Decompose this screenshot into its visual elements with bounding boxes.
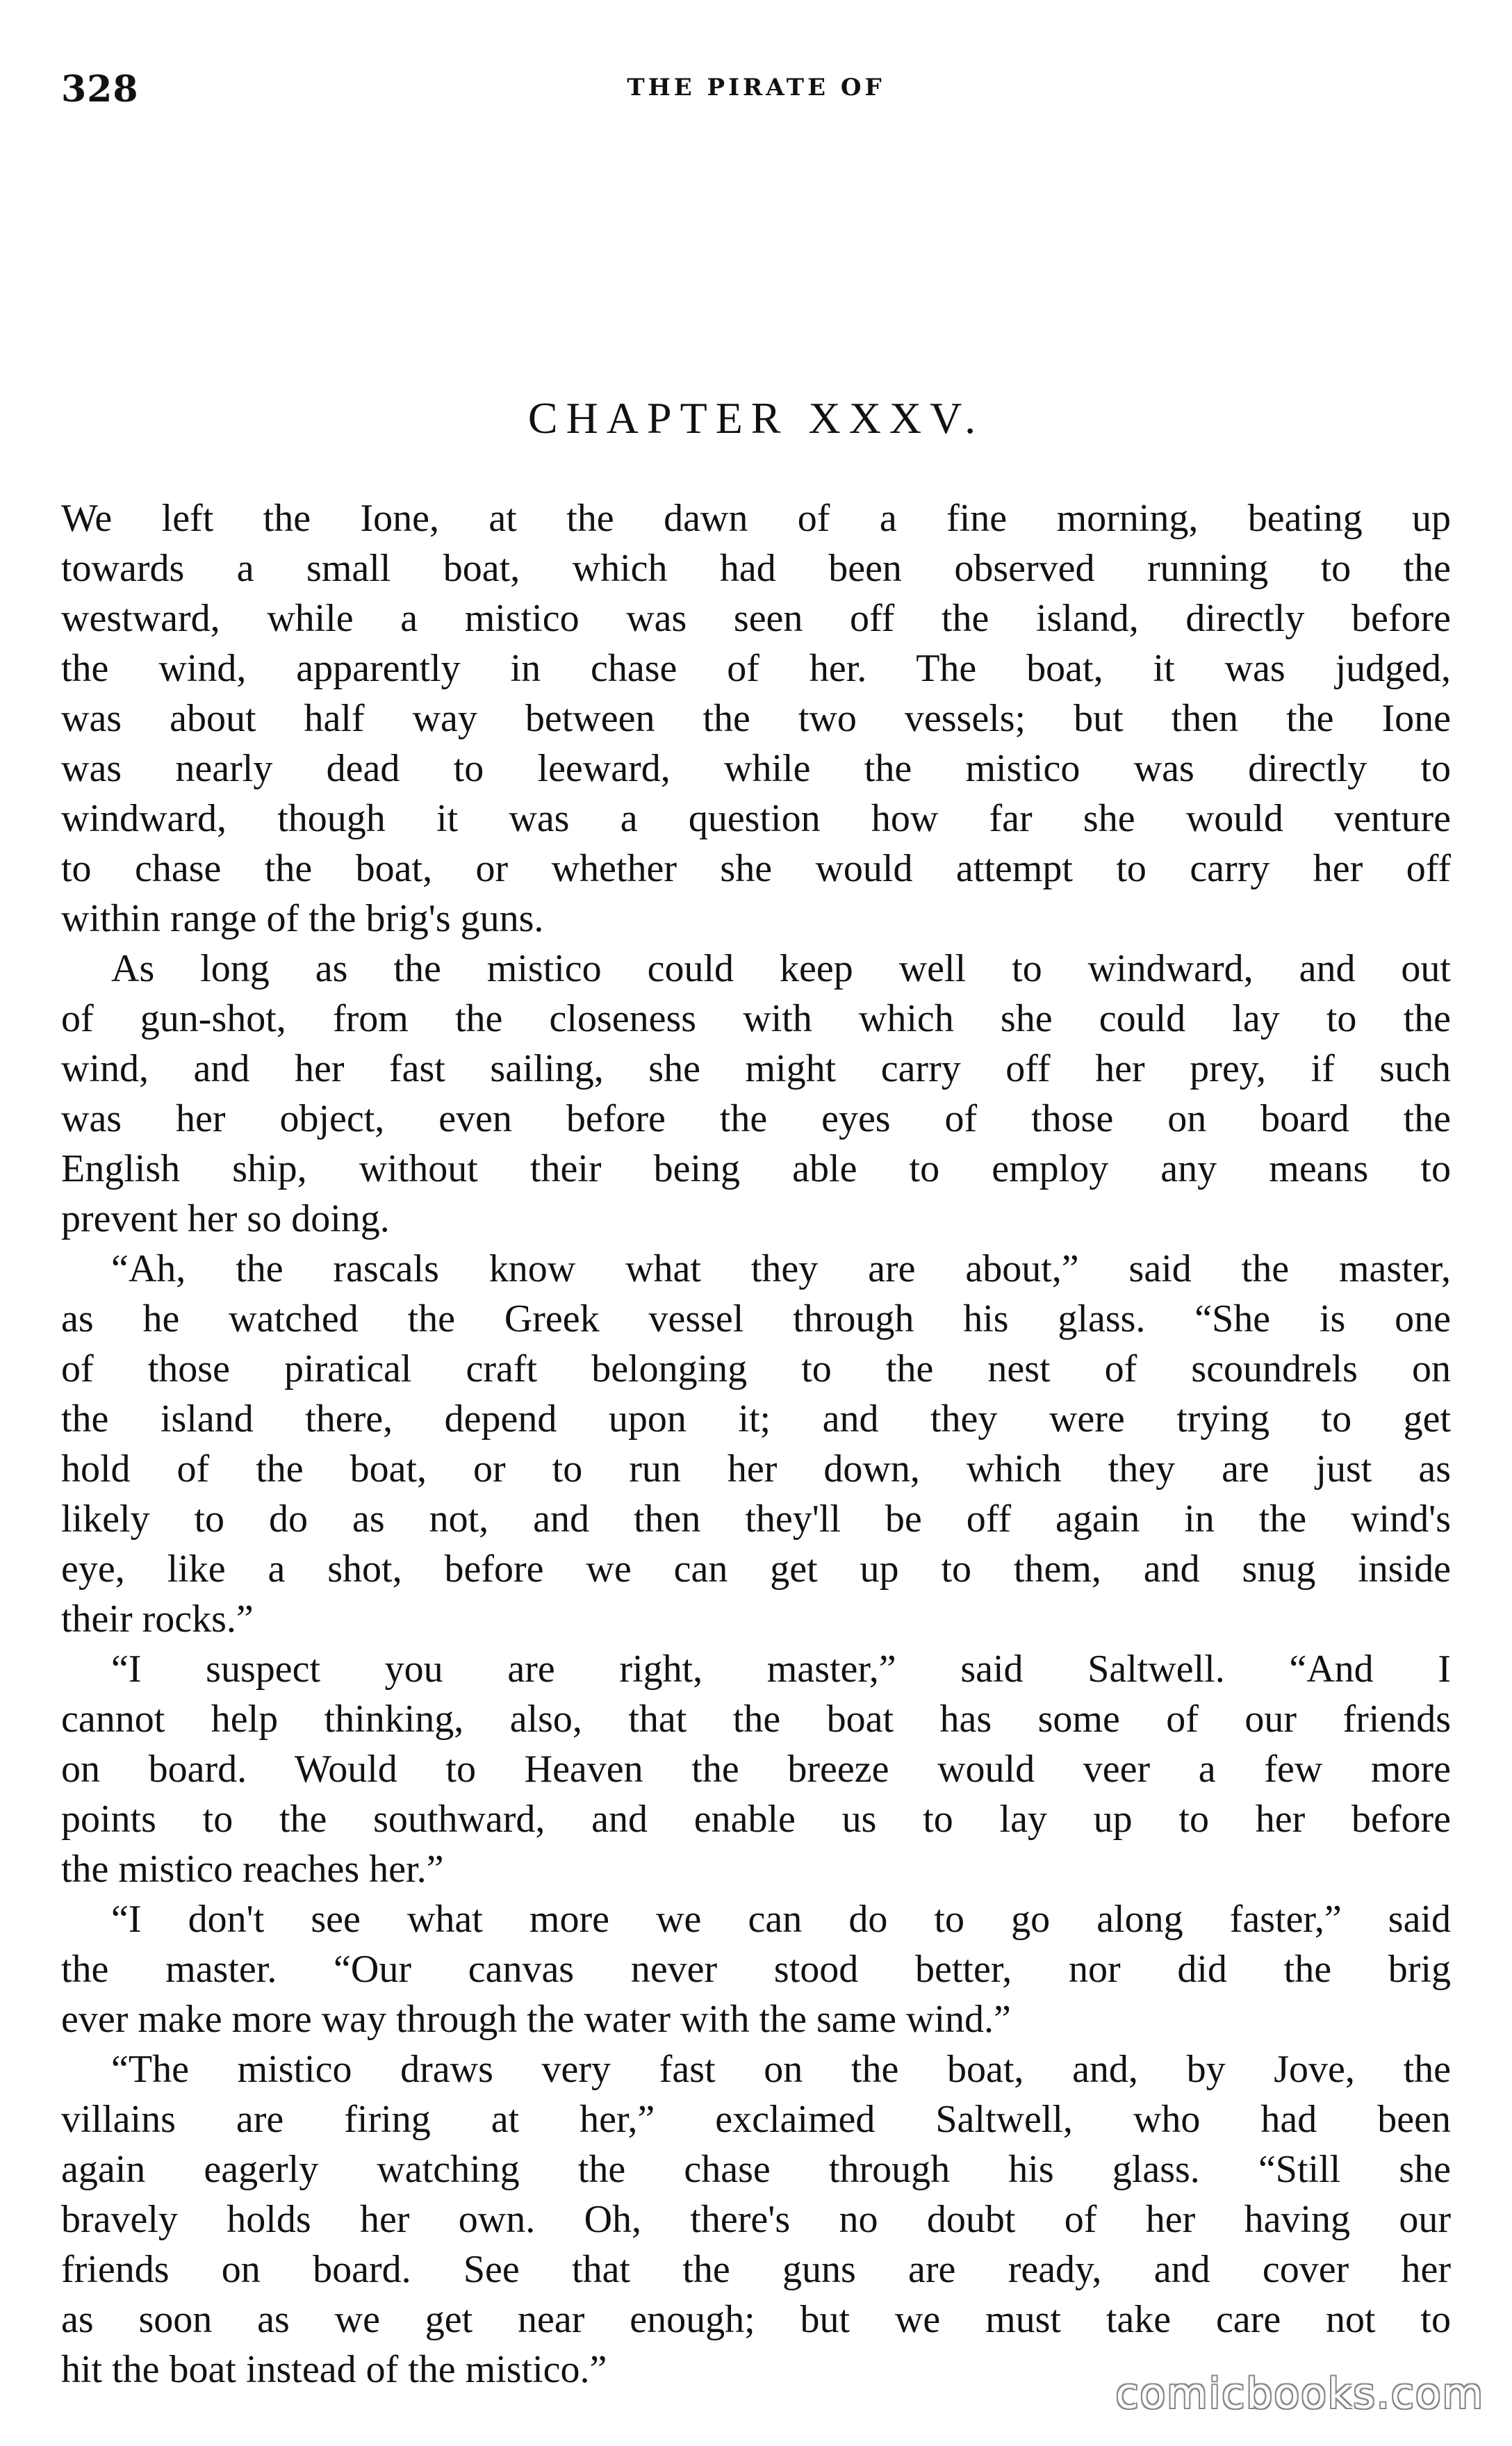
text-line: to chase the boat, or whether she would attempt to carry her off	[61, 847, 1451, 890]
text-line: bravely holds her own. Oh, there's no doubt of her having our	[61, 2198, 1451, 2241]
text-line: was her object, even before the eyes of those on board the	[61, 1097, 1451, 1140]
text-line: their rocks.”	[61, 1598, 254, 1641]
watermark: comicbooks.com	[1115, 2370, 1484, 2418]
page-number: 328	[61, 68, 139, 110]
text-line: prevent her so doing.	[61, 1197, 390, 1240]
text-line: wind, and her fast sailing, she might carry off her prey, if such	[61, 1047, 1451, 1090]
text-line: was about half way between the two vessels; but then the Ione	[61, 697, 1451, 740]
text-line: of gun-shot, from the closeness with which she could lay to the	[61, 997, 1451, 1040]
text-line: on board. Would to Heaven the breeze would veer a few more	[61, 1748, 1451, 1791]
text-line: We left the Ione, at the dawn of a fine morning, beating up	[61, 497, 1451, 540]
running-head	[61, 68, 1451, 110]
text-line: friends on board. See that the guns are ready, and cover her	[61, 2248, 1451, 2291]
text-line: again eagerly watching the chase through his glass. “Still she	[61, 2148, 1451, 2191]
text-line: within range of the brig's guns.	[61, 897, 544, 940]
text-line: “I don't see what more we can do to go along faster,” said	[111, 1898, 1451, 1941]
text-line: English ship, without their being able to employ any means to	[61, 1147, 1451, 1190]
text-line: eye, like a shot, before we can get up to them, and snug inside	[61, 1548, 1451, 1591]
chapter-heading: CHAPTER XXXV.	[527, 393, 985, 443]
chapter-body	[61, 493, 1451, 2395]
text-line: cannot help thinking, also, that the boat has some of our friends	[61, 1698, 1451, 1741]
text-line: the master. “Our canvas never stood better, nor did the brig	[61, 1948, 1451, 1991]
text-line: of those piratical craft belonging to the nest of scoundrels on	[61, 1347, 1451, 1390]
text-line: “The mistico draws very fast on the boat, and, by Jove, the	[111, 2048, 1451, 2091]
text-line: towards a small boat, which had been observed running to the	[61, 547, 1451, 590]
text-line: the wind, apparently in chase of her. The boat, it was judged,	[61, 647, 1451, 690]
text-line: hold of the boat, or to run her down, which they are just as	[61, 1447, 1451, 1491]
text-line: “I suspect you are right, master,” said Saltwell. “And I	[111, 1648, 1451, 1691]
text-line: villains are firing at her,” exclaimed Saltwell, who had been	[61, 2098, 1451, 2141]
text-line: hit the boat instead of the mistico.”	[61, 2348, 607, 2391]
text-line: westward, while a mistico was seen off the island, directly before	[61, 597, 1451, 640]
text-line: likely to do as not, and then they'll be off again in the wind's	[61, 1497, 1451, 1541]
text-line: As long as the mistico could keep well to windward, and out	[111, 947, 1451, 990]
text-line: the island there, depend upon it; and they were trying to get	[61, 1397, 1451, 1440]
text-line: was nearly dead to leeward, while the mistico was directly to	[61, 747, 1451, 790]
text-line: “Ah, the rascals know what they are about,” said the master,	[111, 1247, 1451, 1290]
text-line: as soon as we get near enough; but we must take care not to	[61, 2298, 1451, 2341]
text-line: the mistico reaches her.”	[61, 1848, 444, 1891]
text-line: windward, though it was a question how far she would venture	[61, 797, 1451, 840]
running-title: THE PIRATE OF	[627, 74, 885, 101]
text-line: as he watched the Greek vessel through his glass. “She is one	[61, 1297, 1451, 1340]
text-line: points to the southward, and enable us to lay up to her before	[61, 1798, 1451, 1841]
text-line: ever make more way through the water with the same wind.”	[61, 1998, 1011, 2041]
